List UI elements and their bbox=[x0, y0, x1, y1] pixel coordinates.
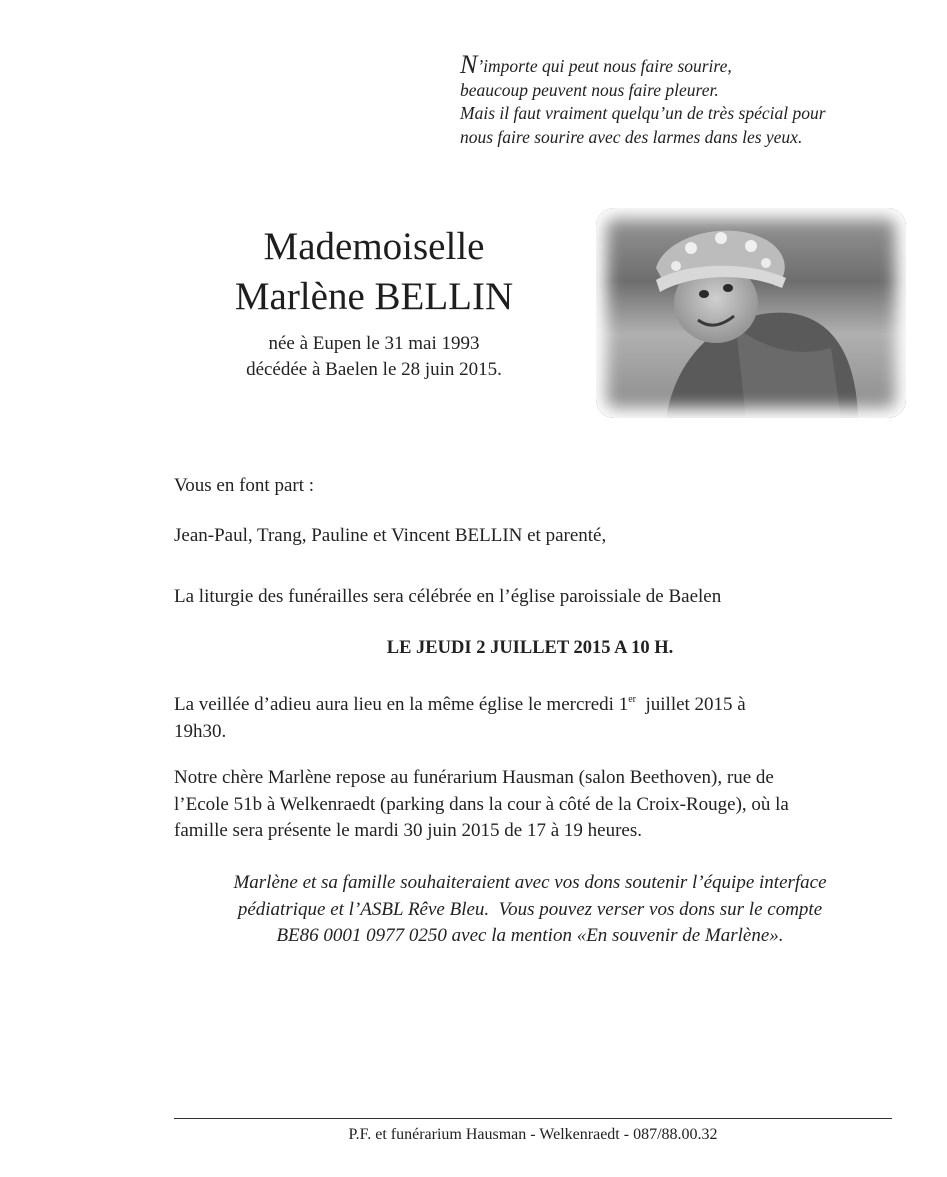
honorific-title: Mademoiselle bbox=[263, 225, 485, 268]
photo-vignette bbox=[596, 208, 906, 418]
donation-paragraph bbox=[174, 870, 886, 950]
footer-divider bbox=[174, 1118, 892, 1119]
poem-initial: N bbox=[460, 50, 478, 79]
birth-info: née à Eupen le 31 mai 1993 bbox=[268, 333, 480, 354]
rest-line-1: Notre chère Marlène repose au funérarium Hausman (salon Beethoven), rue de bbox=[174, 767, 774, 788]
rest-paragraph bbox=[174, 765, 914, 845]
poem-line-1 bbox=[460, 52, 920, 79]
ceremony-date: LE JEUDI 2 JUILLET 2015 A 10 H. bbox=[386, 638, 674, 658]
epigraph-poem bbox=[460, 52, 920, 149]
vigil-line-2: 19h30. bbox=[174, 720, 227, 742]
rest-line-3: famille sera présente le mardi 30 juin 2015 de 17 à 19 heures. bbox=[174, 820, 642, 841]
vigil-paragraph bbox=[174, 687, 894, 745]
deceased-name: Marlène BELLIN bbox=[234, 275, 514, 318]
liturgy-text: La liturgie des funérailles sera célébrée en l’église paroissiale de Baelen bbox=[174, 586, 722, 607]
footer-contact: P.F. et funérarium Hausman - Welkenraedt - 087/88.00.32 bbox=[348, 1126, 718, 1143]
family-list: Jean-Paul, Trang, Pauline et Vincent BELLIN et parenté, bbox=[174, 525, 607, 546]
vigil-text-2: juillet 2015 à bbox=[635, 694, 746, 715]
poem-line-1-text: ’importe qui peut nous faire sourire, bbox=[477, 56, 732, 76]
vigil-line-1 bbox=[174, 687, 894, 719]
rest-line-2: l’Ecole 51b à Welkenraedt (parking dans la cour à côté de la Croix-Rouge), où la bbox=[174, 793, 789, 815]
vigil-superscript: er bbox=[628, 694, 636, 705]
portrait-photo bbox=[596, 208, 906, 418]
donation-line-1: Marlène et sa famille souhaiteraient avec vos dons soutenir l’équipe interface bbox=[233, 872, 827, 893]
donation-line-3: BE86 0001 0977 0250 avec la mention «En souvenir de Marlène». bbox=[276, 925, 784, 946]
poem-line-4: nous faire sourire avec des larmes dans les yeux. bbox=[460, 126, 803, 147]
intro-text: Vous en font part : bbox=[174, 475, 315, 496]
poem-line-2: beaucoup peuvent nous faire pleurer. bbox=[460, 79, 719, 100]
donation-line-2: pédiatrique et l’ASBL Rêve Bleu. Vous pouvez verser vos dons sur le compte bbox=[237, 898, 823, 920]
death-info: décédée à Baelen le 28 juin 2015. bbox=[246, 359, 502, 380]
poem-line-3: Mais il faut vraiment quelqu’un de très spécial pour bbox=[460, 103, 826, 123]
vigil-text-1: La veillée d’adieu aura lieu en la même église le mercredi 1 bbox=[174, 694, 629, 715]
